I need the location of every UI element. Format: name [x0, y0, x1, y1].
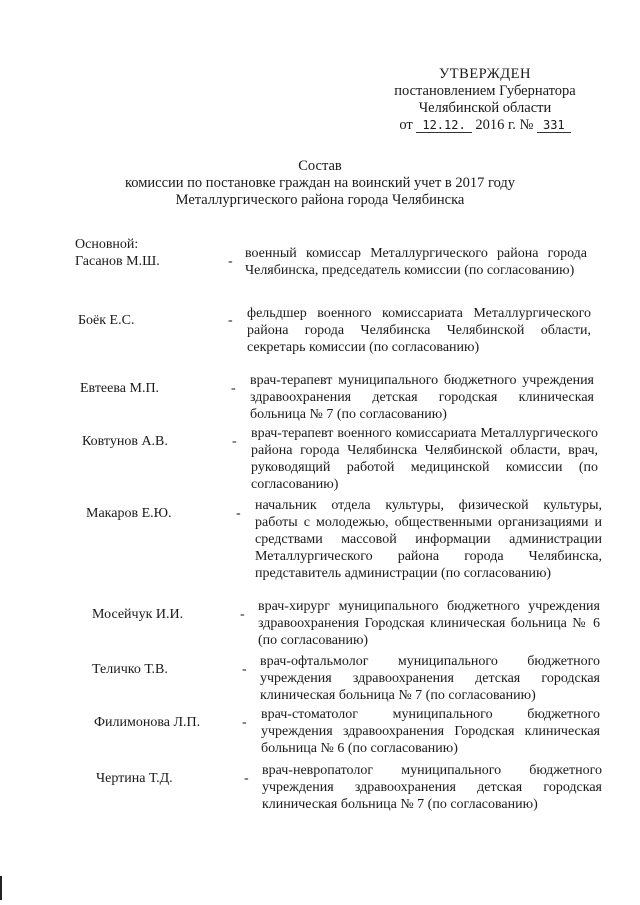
member-dash: - [242, 662, 247, 677]
member-dash: - [240, 607, 245, 622]
member-name: Ковтунов А.В. [82, 434, 168, 449]
member-name: Боёк Е.С. [78, 313, 135, 328]
approval-line-1: постановлением Губернатора [394, 83, 576, 99]
member-name: Мосейчук И.И. [92, 607, 184, 622]
handwritten-date: 12.12. [416, 118, 471, 133]
member-role: врач-хирург муниципального бюджетного учреждения здравоохранения Городская клиническая больница № 6 (по согласованию) [258, 599, 600, 648]
member-name: Теличко Т.В. [92, 662, 168, 677]
heading-line-2: комиссии по постановке граждан на воинский учет в 2017 году [124, 175, 516, 191]
member-role: военный комиссар Металлургического района города Челябинска, председатель комиссии (по согласованию) [245, 246, 587, 278]
approval-date-line [370, 117, 600, 134]
member-dash: - [231, 381, 236, 396]
date-year: 2016 г. № [475, 117, 534, 133]
member-role: врач-стоматолог муниципального бюджетного учреждения здравоохранения Городская клиническая больница № 6 (по согласованию) [261, 707, 600, 756]
section-label: Основной: [75, 237, 139, 252]
member-dash: - [242, 715, 247, 730]
member-role: врач-терапевт муниципального бюджетного учреждения здравоохранения детская городская клиническая больница № 7 (по согласованию) [250, 373, 594, 422]
member-role: начальник отдела культуры, физической культуры, работы с молодежью, общественными организациями и средствами массовой информации администрации Металлургического района города Челябинска, представитель администрации (по согласованию) [255, 498, 602, 581]
member-dash: - [244, 771, 249, 786]
heading-line-1: Состав [298, 158, 342, 174]
member-name: Макаров Е.Ю. [86, 506, 172, 521]
heading-line-3: Металлургического района города Челябинска [175, 192, 465, 208]
scan-margin-mark [0, 876, 2, 900]
member-dash: - [228, 313, 233, 328]
member-dash: - [232, 434, 237, 449]
member-name: Чертина Т.Д. [96, 771, 173, 786]
member-name: Филимонова Л.П. [94, 715, 201, 730]
document-heading [110, 158, 530, 209]
member-role: врач-офтальмолог муниципального бюджетного учреждения здравоохранения детская городская клиническая больница № 7 (по согласованию) [260, 654, 600, 703]
member-role: врач-терапевт военного комиссариата Металлургического района города Челябинска Челябинской области, врач, руководящий работой медицинской комиссии (по согласованию) [251, 426, 598, 492]
member-dash: - [228, 254, 233, 269]
member-dash: - [236, 506, 241, 521]
date-prefix: от [399, 117, 413, 133]
approval-title: УТВЕРЖДЕН [439, 66, 531, 82]
member-name: Евтеева М.П. [80, 381, 160, 396]
member-role: врач-невропатолог муниципального бюджетного учреждения здравоохранения детская городская клиническая больница № 7 (по согласованию) [262, 763, 602, 812]
handwritten-number: 331 [537, 118, 571, 133]
member-name: Гасанов М.Ш. [75, 254, 160, 269]
member-role: фельдшер военного комиссариата Металлургического района города Челябинска Челябинской области, секретарь комиссии (по согласованию) [247, 306, 591, 355]
approval-block [370, 66, 600, 134]
approval-line-2: Челябинской области [418, 100, 552, 116]
